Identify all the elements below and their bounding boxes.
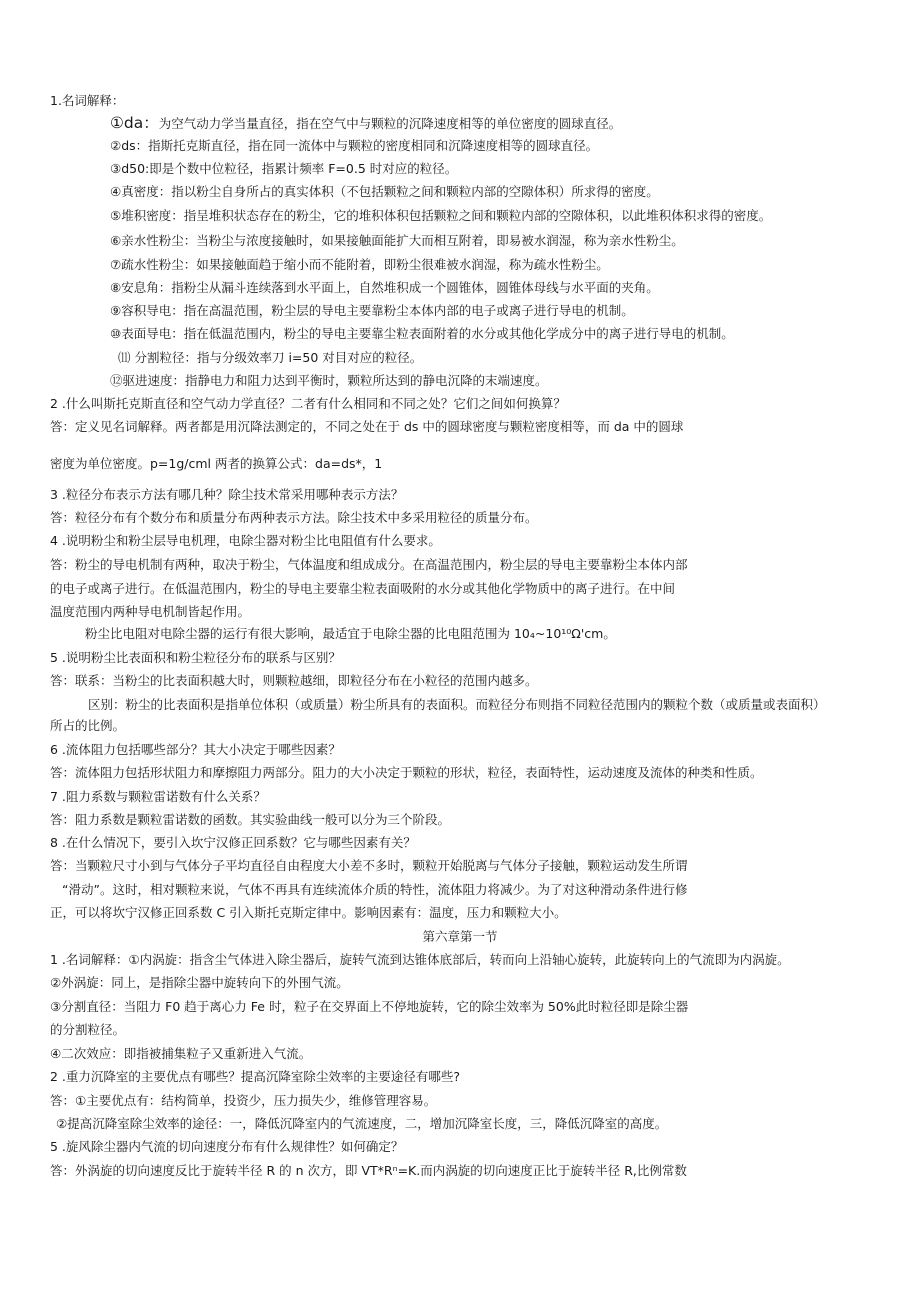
ln-24: 答：联系：当粉尘的比表面积越大时，则颗粒越细，即粒径分布在小粒径的范围内越多。 — [50, 673, 538, 688]
ln-0: 1.名词解释： — [50, 93, 125, 108]
ln-28: 答：流体阻力包括形状阻力和摩擦阻力两部分。阻力的大小决定于颗粒的形状，粒径，表面特性，运动速度及流体的种类和性质。 — [50, 765, 763, 780]
ln-27: 6 .流体阻力包括哪些部分？其大小决定于哪些因素？ — [50, 742, 341, 757]
ln-30: 答：阻力系数是颗粒雷诺数的函数。其实验曲线一般可以分为三个阶段。 — [50, 812, 451, 827]
ln-45: 答：外涡旋的切向速度反比于旋转半径 R 的 n 次方，即 VT*Rⁿ=K.而内涡旋的切向速度正比于旋转半径 R,比例常数 — [50, 1163, 687, 1178]
ln-32: 答：当颗粒尺寸小到与气体分子平均直径自由程度大小差不多时，颗粒开始脱离与气体分子接触，颗粒运动发生所谓 — [50, 858, 688, 873]
ln-42: 答：①主要优点有：结构简单，投资少，压力损失少，维修管理容易。 — [50, 1093, 437, 1108]
ln-1: ①da：为空气动力学当量直径，指在空气中与颗粒的沉降速度相等的单位密度的圆球直径。 — [110, 114, 622, 132]
ln-41: 2 .重力沉降室的主要优点有哪些？提高沉降室除尘效率的主要途径有哪些? — [50, 1069, 461, 1084]
ln-44: 5 .旋风除尘器内气流的切向速度分布有什么规律性？如何确定？ — [50, 1139, 404, 1154]
ln-7: ⑦疏水性粉尘：如果接触面趋于缩小而不能附着，即粉尘很难被水润湿，称为疏水性粉尘。 — [110, 257, 609, 272]
ln-39: 的分割粒径。 — [50, 1022, 126, 1037]
ln-29: 7 .阻力系数与颗粒雷诺数有什么关系？ — [50, 789, 266, 804]
ln-8: ⑧安息角：指粉尘从漏斗连续落到水平面上，自然堆积成一个圆锥体，圆锥体母线与水平面的夹角。 — [110, 280, 659, 295]
ln-34: 正，可以将坎宁汉修正回系数 C 引入斯托克斯定律中。影响因素有：温度，压力和颗粒大小。 — [50, 905, 567, 920]
ln-3: ③d50:即是个数中位粒径，指累计频率 F=0.5 时对应的粒径。 — [110, 161, 458, 176]
ln-2: ②ds：指斯托克斯直径，指在同一流体中与颗粒的密度相同和沉降速度相等的圆球直径。 — [110, 138, 599, 153]
ln-20: 的电子或离子进行。在低温范围内，粉尘的导电主要靠尘粒表面吸附的水分或其他化学物质中的离子进行。在中间 — [50, 581, 676, 596]
ln-31: 8 .在什么情况下，要引入坎宁汉修正回系数？它与哪些因素有关？ — [50, 835, 416, 850]
ln-37: ②外涡旋：同上，是指除尘器中旋转向下的外围气流。 — [50, 975, 349, 990]
ln-9: ⑨容积导电：指在高温范围，粉尘层的导电主要靠粉尘本体内部的电子或离子进行导电的机制。 — [110, 303, 634, 318]
ln-13: 2 .什么叫斯托克斯直径和空气动力学直径？二者有什么相同和不同之处？它们之间如何换算？ — [50, 396, 566, 411]
ln-5: ⑤堆积密度：指呈堆积状态存在的粉尘，它的堆积体积包括颗粒之间和颗粒内部的空隙体积，以此堆积体积求得的密度。 — [110, 208, 772, 223]
ln-26: 所占的比例。 — [50, 718, 126, 733]
ln-6: ⑥亲水性粉尘：当粉尘与浓度接触时，如果接触面能扩大而相互附着，即易被水润湿，称为亲水性粉尘。 — [110, 233, 684, 248]
ln-15: 密度为单位密度。p=1g/cml 两者的换算公式：da=ds*，1 — [50, 456, 383, 471]
ln-22: 粉尘比电阻对电除尘器的运行有很大影响，最适宜于电除尘器的比电阻范围为 10₄~10¹⁰Ω'cm。 — [85, 626, 616, 641]
ln-14: 答：定义见名词解释。两者都是用沉降法测定的，不同之处在于 ds 中的圆球密度与颗粒密度相等，而 da 中的圆球 — [50, 419, 684, 434]
ln-12: ⑫驱进速度：指静电力和阻力达到平衡时，颗粒所达到的静电沉降的末端速度。 — [110, 373, 548, 388]
ln-16: 3 .粒径分布表示方法有哪几种？除尘技术常采用哪种表示方法？ — [50, 487, 404, 502]
ln-33: “滑动”。这时，相对颗粒来说，气体不再具有连续流体介质的特性，流体阻力将减少。为了对这种滑动条件进行修 — [62, 882, 688, 897]
ln-38: ③分割直径：当阻力 F0 趋于离心力 Fe 时，粒子在交界面上不停地旋转，它的除尘效率为 50%此时粒径即是除尘器 — [50, 999, 689, 1014]
ln-21: 温度范围内两种导电机制皆起作用。 — [50, 604, 251, 619]
ln-23: 5 .说明粉尘比表面积和粉尘粒径分布的联系与区别？ — [50, 650, 341, 665]
section-heading: 第六章第一节 — [422, 929, 498, 944]
ln-4: ④真密度：指以粉尘自身所占的真实体积（不包括颗粒之间和颗粒内部的空隙体积）所求得的密度。 — [110, 184, 659, 199]
ln-10: ⑩表面导电：指在低温范围内，粉尘的导电主要靠尘粒表面附着的水分或其他化学成分中的离子进行导电的机制。 — [110, 326, 734, 341]
ln-43: ②提高沉降室除尘效率的途径：一，降低沉降室内的气流速度，二，增加沉降室长度，三，降低沉降室的高度。 — [56, 1116, 668, 1131]
ln-40: ④二次效应：即指被捕集粒子又重新进入气流。 — [50, 1046, 312, 1061]
ln-25: 区别：粉尘的比表面积是指单位体积（或质量）粉尘所具有的表面积。而粒径分布则指不同粒径范围内的颗粒个数（或质量或表面积） — [88, 697, 826, 712]
ln-18: 4 .说明粉尘和粉尘层导电机理，电除尘器对粉尘比电阻值有什么要求。 — [50, 533, 441, 548]
ln-19: 答：粉尘的导电机制有两种，取决于粉尘，气体温度和组成成分。在高温范围内，粉尘层的导电主要靠粉尘本体内部 — [50, 557, 688, 572]
ln-17: 答：粒径分布有个数分布和质量分布两种表示方法。除尘技术中多采用粒径的质量分布。 — [50, 510, 538, 525]
ln-36: 1 .名词解释：①内涡旋：指含尘气体进入除尘器后，旋转气流到达锥体底部后，转而向上沿轴心旋转，此旋转向上的气流即为内涡旋。 — [50, 952, 790, 967]
ln-11: ⑾ 分割粒径：指与分级效率刀 i=50 对目对应的粒径。 — [118, 350, 423, 365]
